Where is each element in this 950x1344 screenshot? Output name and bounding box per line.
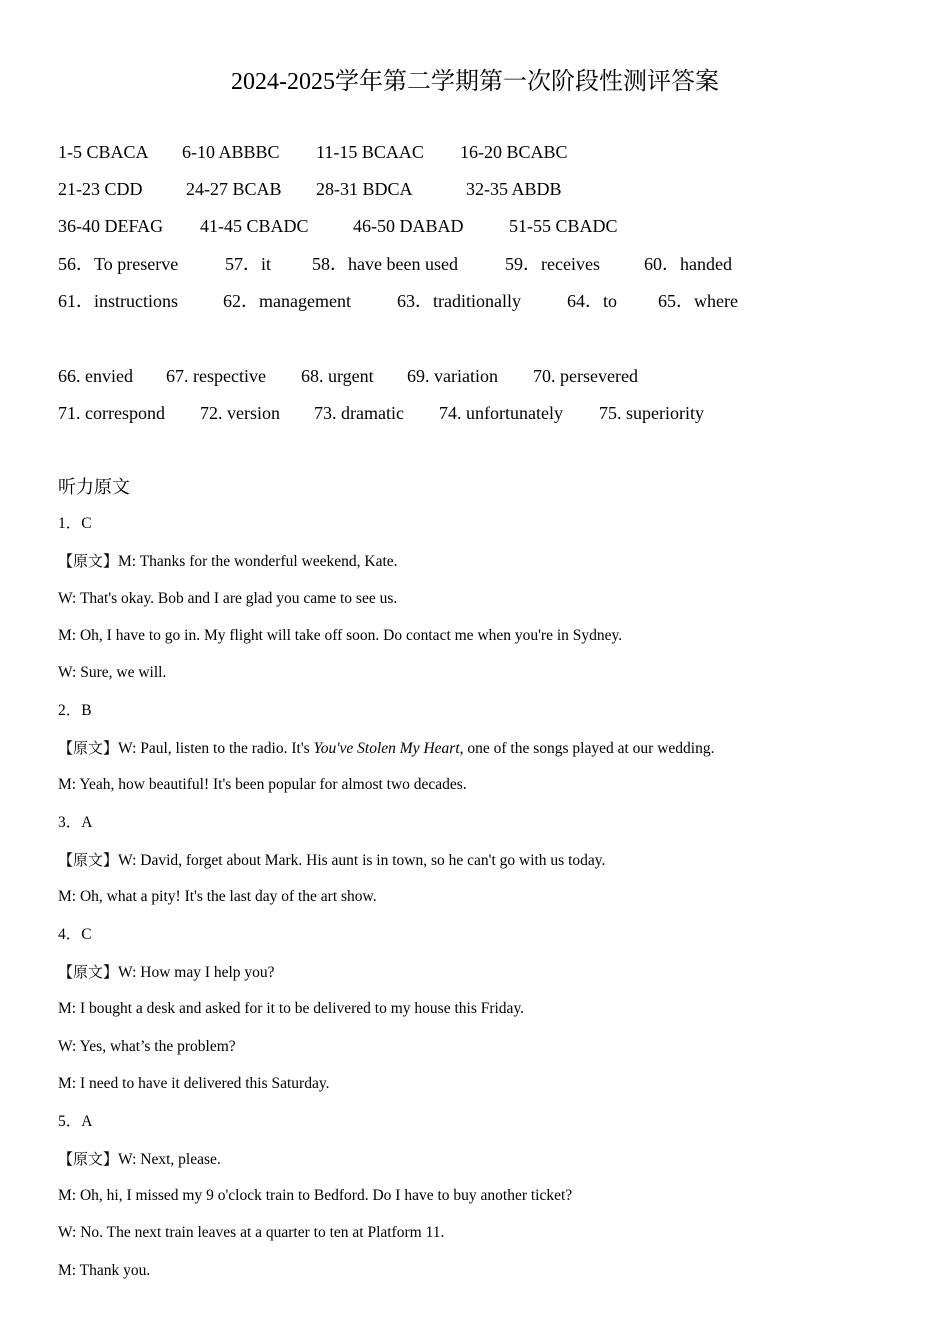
question-number: 1．C [58,515,92,532]
answer-item: 59．receives [505,254,600,274]
answer-item: 58．have been used [312,254,458,274]
answer-item: 60．handed [644,254,732,274]
answer-group: 36-40 DEFAG [58,216,164,236]
answer-item: 67. respective [166,366,266,386]
answer-item: 74. unfortunately [439,403,563,423]
question-number: 4．C [58,926,92,943]
answer-group: 11-15 BCAAC [316,142,424,162]
transcript-line [58,737,714,760]
page-title: 2024-2025学年第二学期第一次阶段性测评答案 [231,69,719,95]
answer-group: 32-35 ABDB [466,179,562,199]
transcript-label: 【原文】 [58,851,119,869]
answer-item: 65．where [658,291,738,311]
answer-item: 71. correspond [58,403,165,423]
answer-item: 72. version [200,403,280,423]
transcript-line: M: I need to have it delivered this Saturday. [58,1075,330,1092]
transcript-line [58,849,605,872]
answer-group: 21-23 CDD [58,179,143,199]
answer-item: 75. superiority [599,403,704,423]
answer-item: 63．traditionally [397,291,521,311]
transcript-text: M: Thanks for the wonderful weekend, Kate. [118,553,398,570]
transcript-text: W: David, forget about Mark. His aunt is in town, so he can't go with us today. [118,852,606,869]
transcript-line [58,1148,221,1171]
section-heading: 听力原文 [58,477,130,498]
transcript-line: W: That's okay. Bob and I are glad you came to see us. [58,590,398,607]
transcript-line: M: Oh, hi, I missed my 9 o'clock train to Bedford. Do I have to buy another ticket? [58,1187,573,1204]
transcript-label: 【原文】 [58,739,119,757]
transcript-line [58,550,398,573]
answer-group: 28-31 BDCA [316,179,413,199]
transcript-text: , one of the songs played at our wedding. [459,740,715,757]
answer-item: 73. dramatic [314,403,404,423]
transcript-line: M: Thank you. [58,1262,151,1279]
transcript-line: W: Yes, what’s the problem? [58,1038,236,1055]
transcript-text: W: Next, please. [118,1151,221,1168]
answer-group: 46-50 DABAD [353,216,464,236]
question-number: 5．A [58,1113,93,1130]
answer-group: 6-10 ABBBC [182,142,280,162]
answer-item: 66. envied [58,366,133,386]
answer-group: 1-5 CBACA [58,142,149,162]
transcript-label: 【原文】 [58,552,119,570]
answer-item: 69. variation [407,366,498,386]
answer-group: 16-20 BCABC [460,142,568,162]
answer-item: 62．management [223,291,351,311]
answer-item: 64．to [567,291,618,311]
answer-group: 24-27 BCAB [186,179,282,199]
answer-group: 41-45 CBADC [200,216,309,236]
transcript-text: W: How may I help you? [118,964,275,981]
answer-group: 51-55 CBADC [509,216,618,236]
transcript-line: M: Oh, what a pity! It's the last day of the art show. [58,888,377,905]
transcript-line: W: Sure, we will. [58,664,167,681]
song-title: You've Stolen My Heart [313,740,460,757]
answer-item: 61．instructions [58,291,178,311]
answer-item: 57．it [225,254,272,274]
transcript-line: M: Oh, I have to go in. My flight will take off soon. Do contact me when you're in Sydney. [58,627,623,644]
transcript-label: 【原文】 [58,1150,119,1168]
transcript-line: W: No. The next train leaves at a quarter to ten at Platform 11. [58,1224,445,1241]
transcript-line: M: Yeah, how beautiful! It's been popular for almost two decades. [58,776,467,793]
question-number: 2．B [58,702,92,719]
transcript-line [58,961,275,984]
answer-item: 70. persevered [533,366,638,386]
answer-item: 68. urgent [301,366,374,386]
question-number: 3．A [58,814,93,831]
transcript-text: W: Paul, listen to the radio. It's [118,740,314,757]
transcript-label: 【原文】 [58,963,119,981]
answer-item: 56．To preserve [58,254,179,274]
transcript-line: M: I bought a desk and asked for it to be delivered to my house this Friday. [58,1000,525,1017]
